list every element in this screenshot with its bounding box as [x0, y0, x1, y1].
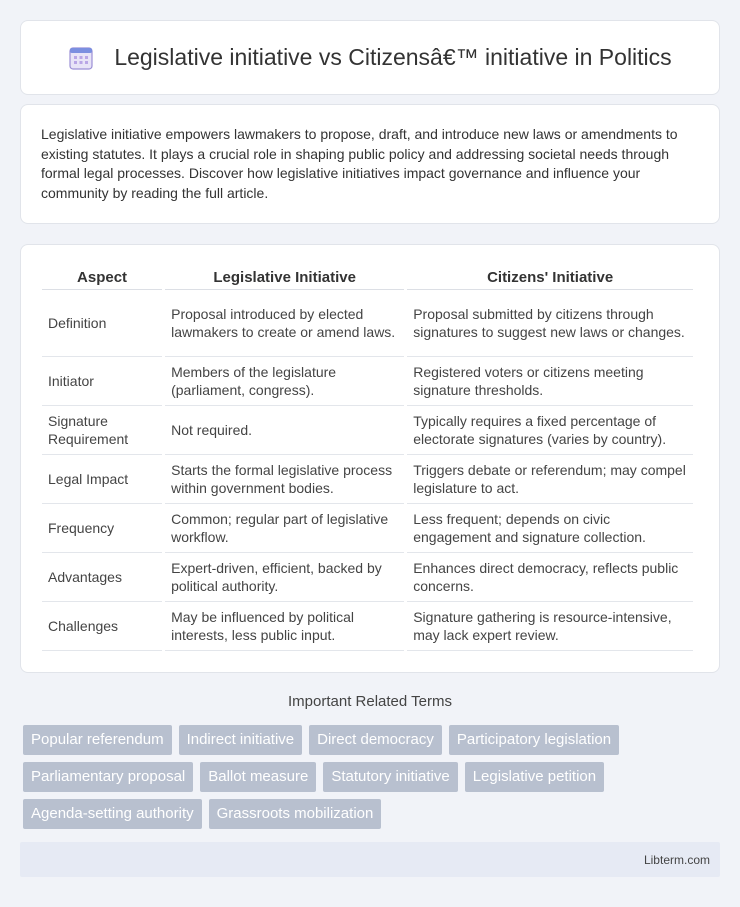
page-title: Legislative initiative vs Citizensâ€™ initiative in Politics	[114, 44, 672, 70]
cell-citizens: Proposal submitted by citizens through signatures to suggest new laws or changes.	[407, 290, 693, 357]
table-header-row	[42, 267, 693, 290]
related-terms-list	[23, 725, 723, 836]
cell-aspect: Legal Impact	[42, 455, 162, 504]
cell-aspect: Challenges	[42, 602, 162, 651]
table-row	[42, 602, 693, 651]
tag-parliamentary-proposal[interactable]: Parliamentary proposal	[23, 762, 193, 792]
cell-aspect: Signature Requirement	[42, 406, 162, 455]
cell-legislative: Not required.	[165, 406, 404, 455]
cell-legislative: Expert-driven, efficient, backed by political authority.	[165, 553, 404, 602]
cell-citizens: Triggers debate or referendum; may compel legislature to act.	[407, 455, 693, 504]
cell-citizens: Registered voters or citizens meeting signature thresholds.	[407, 357, 693, 406]
cell-citizens: Less frequent; depends on civic engagement and signature collection.	[407, 504, 693, 553]
intro-card	[20, 104, 720, 224]
tag-statutory-initiative[interactable]: Statutory initiative	[323, 762, 457, 792]
header-aspect: Aspect	[42, 267, 162, 290]
tag-row	[23, 762, 723, 792]
tag-row	[23, 799, 723, 829]
tag-row	[23, 725, 723, 755]
header-legislative: Legislative Initiative	[165, 267, 404, 290]
comparison-table	[39, 267, 696, 651]
header-card	[20, 20, 720, 95]
table-row	[42, 455, 693, 504]
table-row	[42, 357, 693, 406]
table-row	[42, 504, 693, 553]
tag-popular-referendum[interactable]: Popular referendum	[23, 725, 172, 755]
comparison-card	[20, 244, 720, 673]
cell-legislative: Common; regular part of legislative workflow.	[165, 504, 404, 553]
cell-citizens: Enhances direct democracy, reflects public concerns.	[407, 553, 693, 602]
table-row	[42, 406, 693, 455]
cell-aspect: Advantages	[42, 553, 162, 602]
cell-aspect: Frequency	[42, 504, 162, 553]
tag-agenda-setting-authority[interactable]: Agenda-setting authority	[23, 799, 202, 829]
footer-site-link[interactable]: Libterm.com	[643, 852, 710, 867]
tag-ballot-measure[interactable]: Ballot measure	[200, 762, 316, 792]
cell-legislative: Members of the legislature (parliament, congress).	[165, 357, 404, 406]
intro-text: Legislative initiative empowers lawmakers to propose, draft, and introduce new laws or amendments to existing statutes. It plays a crucial role in shaping public policy and addressing societal needs through formal legal processes. Discover how legislative initiatives impact governance and influence your community by reading the full article.	[41, 126, 678, 201]
cell-citizens: Typically requires a fixed percentage of electorate signatures (varies by country).	[407, 406, 693, 455]
tag-legislative-petition[interactable]: Legislative petition	[465, 762, 604, 792]
tag-indirect-initiative[interactable]: Indirect initiative	[179, 725, 303, 755]
related-terms-title: Important Related Terms	[288, 693, 452, 710]
cell-citizens: Signature gathering is resource-intensive, may lack expert review.	[407, 602, 693, 651]
table-row	[42, 553, 693, 602]
tag-grassroots-mobilization[interactable]: Grassroots mobilization	[209, 799, 382, 829]
cell-legislative: May be influenced by political interests, less public input.	[165, 602, 404, 651]
cell-aspect: Initiator	[42, 357, 162, 406]
footer	[20, 842, 720, 877]
table-icon	[68, 45, 94, 71]
table-row	[42, 290, 693, 357]
tag-participatory-legislation[interactable]: Participatory legislation	[449, 725, 619, 755]
tag-direct-democracy[interactable]: Direct democracy	[309, 725, 442, 755]
cell-aspect: Definition	[42, 290, 162, 357]
header-citizens: Citizens' Initiative	[407, 267, 693, 290]
cell-legislative: Starts the formal legislative process within government bodies.	[165, 455, 404, 504]
cell-legislative: Proposal introduced by elected lawmakers to create or amend laws.	[165, 290, 404, 357]
